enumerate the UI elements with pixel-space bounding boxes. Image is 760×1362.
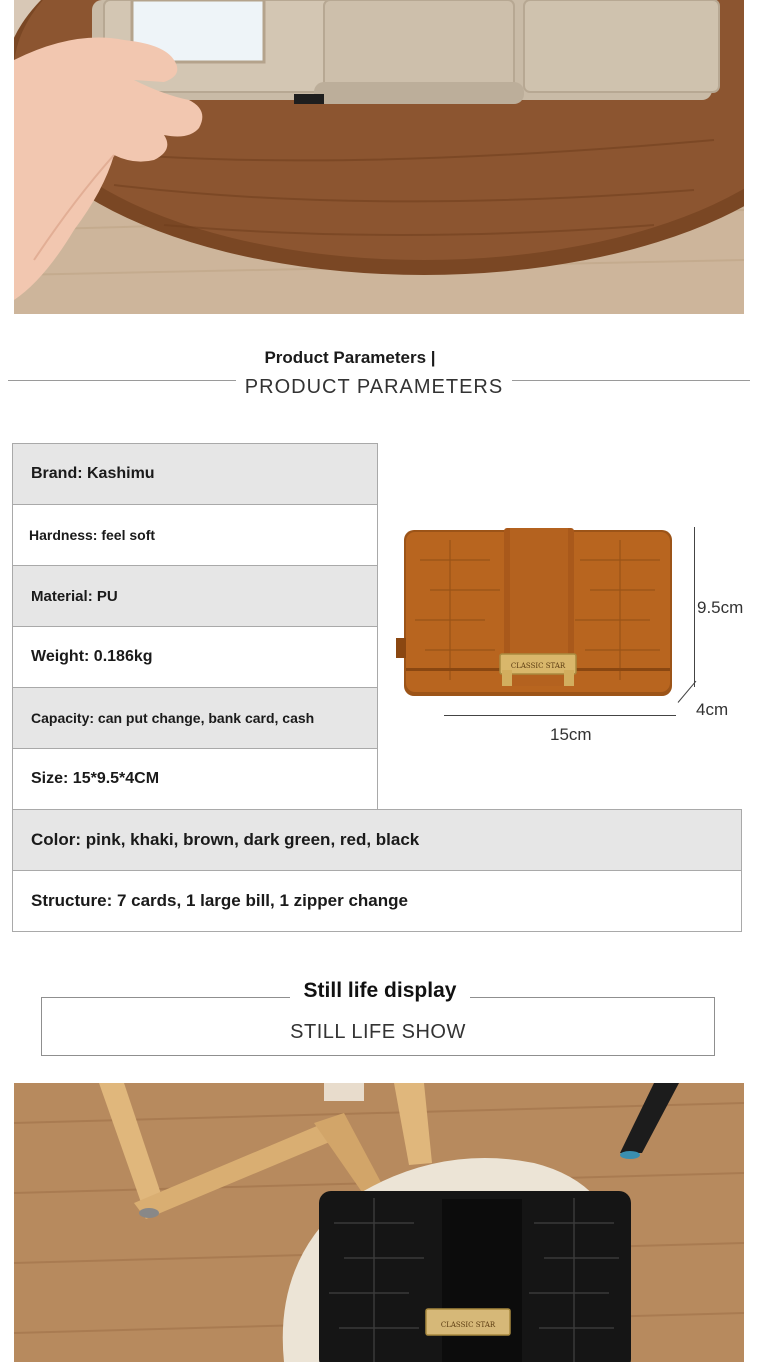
width-dimension-line bbox=[444, 715, 676, 716]
wallet-clasp-label: CLASSIC STAR bbox=[510, 662, 566, 670]
bottom-product-photo bbox=[14, 1083, 744, 1362]
param-hardness: Hardness: feel soft bbox=[12, 504, 378, 566]
wallet-dimension-image bbox=[390, 520, 690, 720]
height-dimension-line bbox=[694, 527, 695, 687]
param-weight: Weight: 0.186kg bbox=[12, 626, 378, 688]
param-brand: Brand: Kashimu bbox=[12, 443, 378, 505]
still-life-subtitle: STILL LIFE SHOW bbox=[290, 1021, 466, 1043]
param-color: Color: pink, khaki, brown, dark green, red, black bbox=[12, 809, 742, 871]
top-product-photo bbox=[14, 0, 744, 314]
param-structure: Structure: 7 cards, 1 large bill, 1 zipper change bbox=[12, 870, 742, 932]
depth-dimension-label: 4cm bbox=[696, 700, 729, 719]
parameters-subtitle: PRODUCT PARAMETERS bbox=[244, 376, 504, 398]
heading-divider-right bbox=[512, 380, 750, 381]
param-material: Material: PU bbox=[12, 565, 378, 627]
height-dimension-label: 9.5cm bbox=[697, 598, 744, 617]
param-capacity: Capacity: can put change, bank card, cash bbox=[12, 687, 378, 749]
param-size: Size: 15*9.5*4CM bbox=[12, 748, 378, 810]
still-life-title: Still life display bbox=[290, 979, 470, 1003]
width-dimension-label: 15cm bbox=[550, 725, 592, 744]
bottom-wallet-clasp-label: CLASSIC STAR bbox=[440, 1321, 496, 1329]
parameters-title: Product Parameters | bbox=[264, 348, 436, 367]
